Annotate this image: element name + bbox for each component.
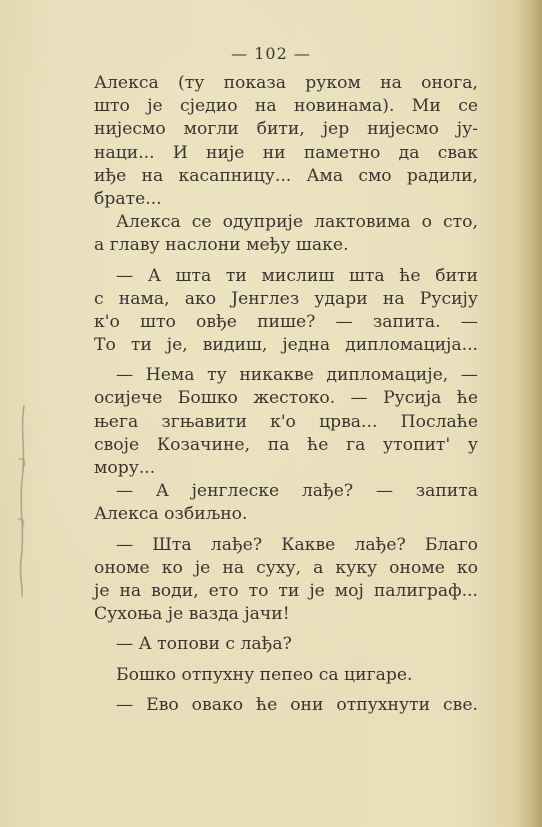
text-line: с нама, ако Јенглез удари на Русију — [94, 288, 478, 309]
text-line: — Нема ту никакве дипломације, — — [116, 365, 478, 386]
text-line: своје Козачине, па ће га утопит' у — [94, 434, 478, 455]
text-line: Алекса озбиљно. — [94, 504, 248, 525]
text-line: је на води, ето то ти је мој палиграф... — [94, 580, 478, 601]
paragraph-gap — [94, 657, 478, 664]
text-line: То ти је, видиш, једна дипломација... — [94, 335, 478, 356]
text-line: — Шта лађе? Какве лађе? Благо — [116, 534, 478, 555]
text-line: наци... И није ни паметно да свак — [94, 142, 478, 163]
text-line: к'о што овђе пише? — запита. — — [94, 311, 478, 332]
text-line: мору... — [94, 458, 156, 478]
page-number: — 102 — — [231, 44, 311, 63]
paragraph-gap — [94, 357, 478, 364]
paragraph-gap — [94, 258, 478, 265]
paragraph-gap — [94, 527, 478, 534]
paragraph-gap — [94, 687, 478, 694]
text-line: осијече Бошко жестоко. — Русија ће — [94, 388, 478, 409]
text-line: Бошко отпухну пепео са цигаре. — [116, 664, 413, 685]
text-line: њега згњавити к'о црва... Послаће — [94, 411, 478, 432]
body-text — [94, 72, 478, 717]
text-line: ономе ко је на суху, а куку ономе ко — [94, 557, 478, 578]
text-line: Алекса (ту показа руком на онога, — [94, 73, 478, 93]
text-line: нијесмо могли бити, јер нијесмо ју- — [94, 119, 478, 140]
text-line: Сухоња је вазда јачи! — [94, 604, 290, 625]
text-line: — А топови с лађа? — [116, 634, 292, 655]
text-line: иђе на касапницу... Ама смо радили, — [94, 165, 478, 186]
text-line: брате... — [94, 188, 162, 209]
page-spine-shadow — [516, 0, 542, 827]
text-line: — Ево овако ће они отпухнути све. — [116, 694, 478, 715]
text-line: а главу наслони међу шаке. — [94, 235, 349, 256]
paragraph-gap — [94, 626, 478, 633]
margin-handwriting-mark — [10, 400, 34, 600]
text-line: Алекса се одуприје лактовима о сто, — [116, 212, 478, 233]
text-line: што је сједио на новинама). Ми се — [94, 96, 478, 117]
text-line: — А јенглеске лађе? — запита — [116, 481, 478, 502]
text-line: — А шта ти мислиш шта ће бити — [116, 265, 478, 286]
